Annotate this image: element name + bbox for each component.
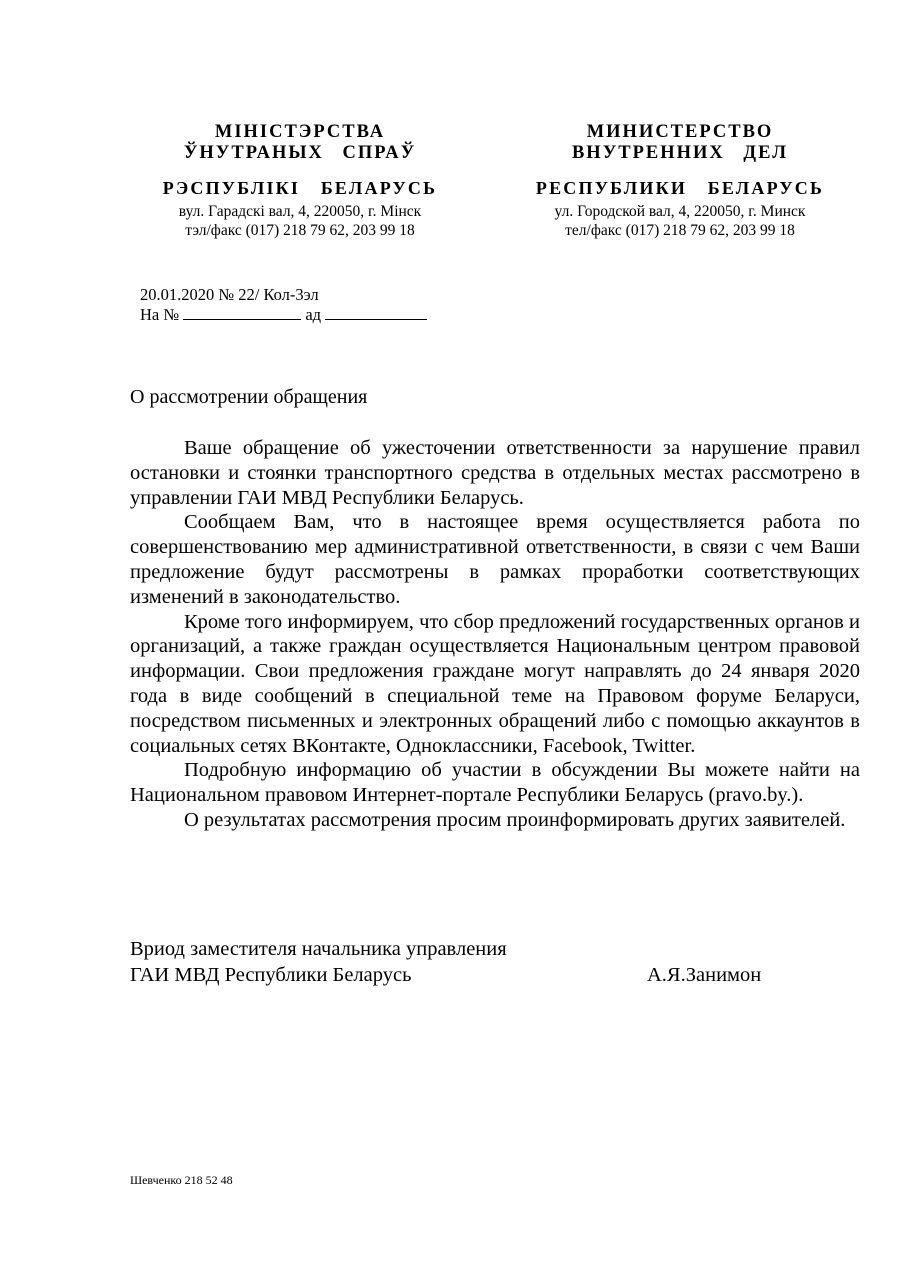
address-by: вул. Гарадскі вал, 4, 220050, г. Мінск: [178, 203, 422, 220]
letterhead-belarusian: [145, 122, 455, 240]
executor-info: Шевченко 218 52 48: [130, 1173, 233, 1187]
incoming-date-blank: [325, 305, 427, 320]
registration-block: [140, 285, 427, 325]
ministry-title-by: [145, 122, 455, 164]
republic-title-ru: РЕСПУБЛИКИ БЕЛАРУСЬ: [535, 178, 825, 198]
incoming-number-blank: [183, 305, 301, 320]
signature-row-2: [130, 962, 830, 988]
incoming-number-line: [140, 305, 427, 325]
letter-body: [130, 436, 860, 833]
outgoing-number: 20.01.2020 № 22/ Кол-3эл: [140, 285, 319, 304]
signature-block: [130, 936, 830, 988]
incoming-prefix: На №: [140, 305, 180, 324]
letterhead: [0, 122, 905, 252]
body-paragraph-2: Сообщаем Вам, что в настоящее время осуществляется работа по совершенствованию мер административной ответственности, в связи с чем Ваши предложение будут рассмотрены в рамках проработки соответствующих изменений в законодательство.: [130, 511, 860, 608]
signature-position-line2: ГАИ МВД Республики Беларусь: [130, 964, 412, 986]
ministry-title-by-line1: МІНІСТЭРСТВА: [214, 122, 386, 142]
body-paragraph-5: О результатах рассмотрения просим проинформировать других заявителей.: [184, 808, 846, 831]
ministry-title-by-line2: ЎНУТРАНЫХ СПРАЎ: [183, 143, 417, 163]
signatory-name: А.Я.Занимон: [647, 964, 762, 986]
ministry-title-ru-line2: ВНУТРЕННИХ ДЕЛ: [571, 143, 789, 163]
phone-by: тэл/факс (017) 218 79 62, 203 99 18: [185, 222, 415, 239]
address-ru: ул. Городской вал, 4, 220050, г. Минск: [554, 203, 806, 220]
signature-position-line1: Вриод заместителя начальника управления: [130, 938, 507, 960]
phone-ru: тел/факс (017) 218 79 62, 203 99 18: [565, 222, 795, 239]
ministry-title-ru-line1: МИНИСТЕРСТВО: [586, 122, 774, 142]
letter-subject: О рассмотрении обращения: [130, 386, 368, 408]
ministry-title-ru: [525, 122, 835, 164]
body-paragraph-3: Кроме того информируем, что сбор предложений государственных органов и организаций, а также граждан осуществляется Национальным центром правовой информации. Свои предложения граждане могут направлять до 24 января 2020 года в виде сообщений в специальной теме на Правовом форуме Беларуси, посредством письменных и электронных обращений либо с помощью аккаунтов в социальных сетях ВКонтакте, Одноклассники, Facebook, Twitter.: [130, 610, 860, 757]
letterhead-russian: [525, 122, 835, 240]
body-paragraph-4: Подробную информацию об участии в обсуждении Вы можете найти на Национальном правовом Интернет-портале Республики Беларусь (pravo.by.).: [130, 759, 860, 807]
republic-title-by: РЭСПУБЛІКІ БЕЛАРУСЬ: [162, 178, 438, 198]
incoming-mid: ад: [305, 305, 322, 324]
body-paragraph-1: Ваше обращение об ужесточении ответственности за нарушение правил остановки и стоянки транспортного средства в отдельных местах рассмотрено в управлении ГАИ МВД Республики Беларусь.: [130, 437, 860, 509]
